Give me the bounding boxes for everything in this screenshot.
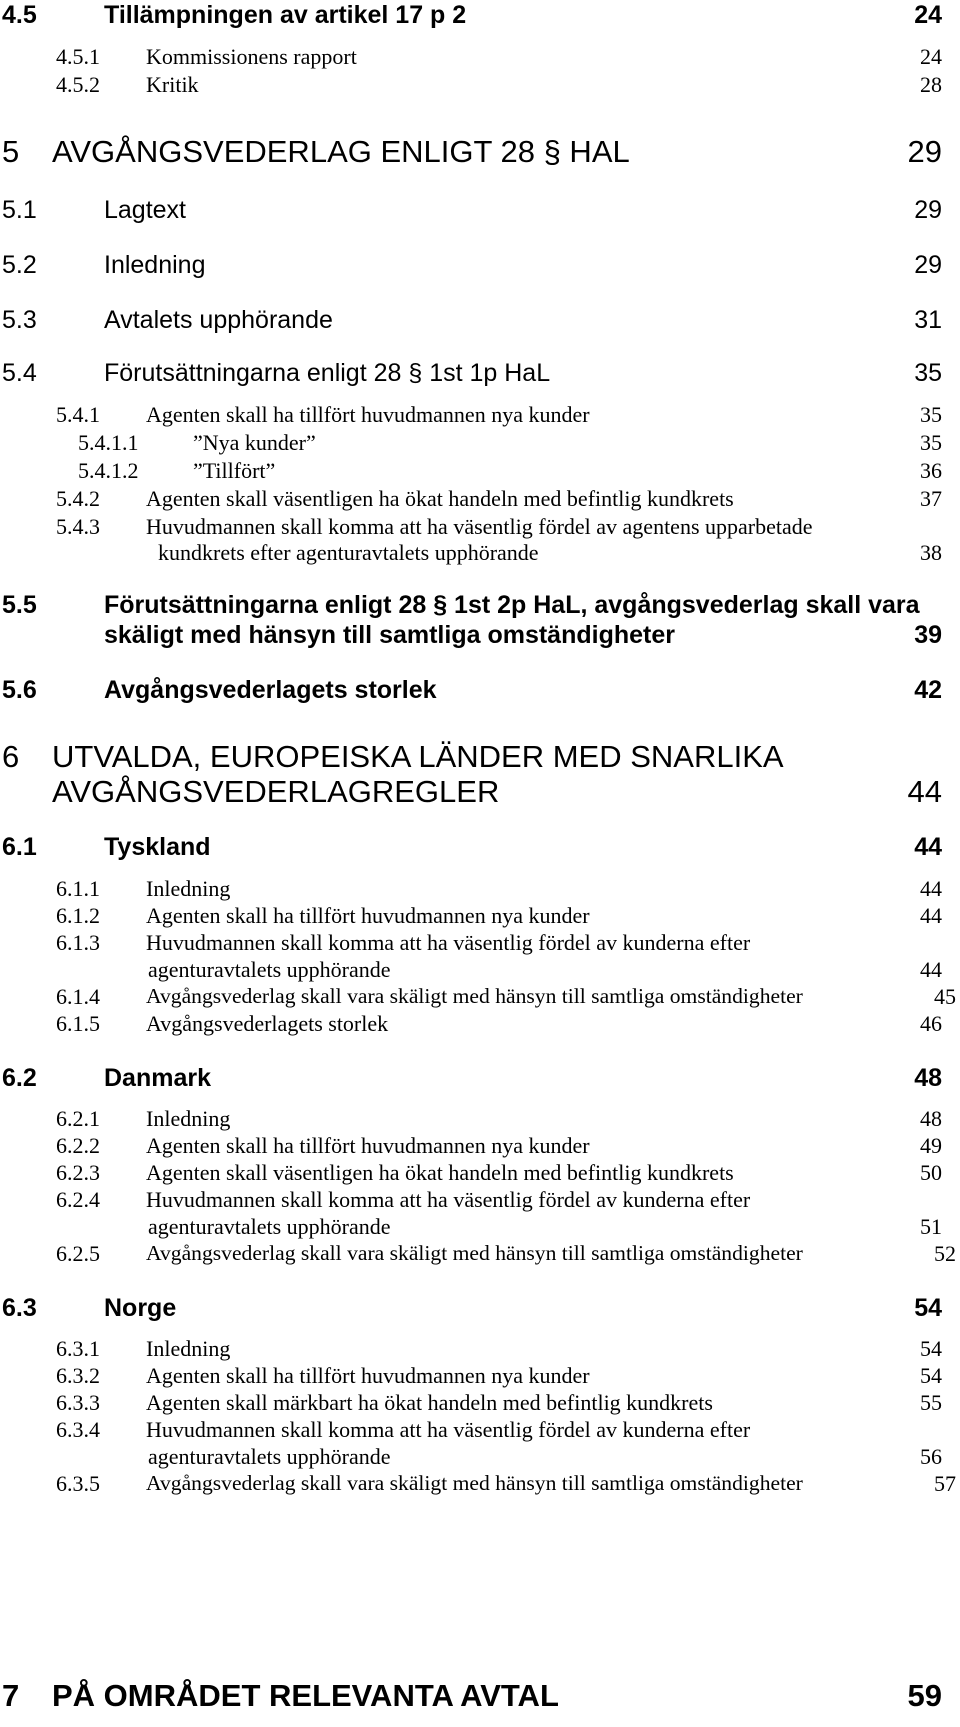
toc-number: 4.5.1: [56, 44, 100, 69]
toc-number: 6.1.3: [56, 930, 100, 955]
toc-title: Avgångsvederlagets storlek: [104, 676, 437, 704]
toc-page: 44: [914, 833, 942, 861]
toc-title: PÅ OMRÅDET RELEVANTA AVTAL: [52, 1678, 559, 1713]
toc-title: Agenten skall väsentligen ha ökat handeln med befintlig kundkrets: [146, 486, 734, 511]
toc-title: Agenten skall ha tillfört huvudmannen nya kunder: [146, 1363, 590, 1388]
toc-title: Inledning: [146, 1336, 231, 1361]
toc-page: 46: [920, 1011, 942, 1036]
toc-title: Avgångsvederlag skall vara skäligt med hänsyn till samtliga omständigheter: [146, 1471, 803, 1495]
toc-title-continued: agenturavtalets upphörande: [148, 1214, 391, 1239]
toc-title-continued: AVGÅNGSVEDERLAGREGLER: [52, 774, 500, 809]
toc-page: 44: [920, 957, 942, 982]
toc-title: Tyskland: [104, 833, 211, 861]
toc-page: 42: [914, 676, 942, 704]
toc-title: Kritik: [146, 72, 199, 97]
toc-title-continued: kundkrets efter agenturavtalets upphörande: [158, 540, 539, 565]
toc-page: 29: [914, 196, 942, 224]
toc-number: 4.5: [2, 1, 37, 29]
toc-number: 6.3.5: [56, 1471, 100, 1496]
toc-page: 35: [920, 402, 942, 427]
toc-title: Avgångsvederlag skall vara skäligt med hänsyn till samtliga omständigheter: [146, 984, 803, 1008]
toc-page: 51: [920, 1214, 942, 1239]
toc-number: 6.1.4: [56, 984, 100, 1009]
toc-title: Tillämpningen av artikel 17 p 2: [104, 1, 467, 29]
toc-number: 7: [2, 1678, 20, 1713]
toc-page: 56: [920, 1444, 942, 1469]
toc-page: 39: [914, 621, 942, 649]
toc-title: Agenten skall ha tillfört huvudmannen nya kunder: [146, 402, 590, 427]
toc-page: 31: [914, 306, 942, 334]
toc-title: UTVALDA, EUROPEISKA LÄNDER MED SNARLIKA: [52, 739, 784, 774]
toc-title: Avgångsvederlagets storlek: [146, 1011, 389, 1036]
toc-number: 6.3.1: [56, 1336, 100, 1361]
toc-number: 5.6: [2, 676, 37, 704]
toc-page: 44: [920, 903, 942, 928]
toc-title: Förutsättningarna enligt 28 § 1st 2p HaL, avgångsvederlag skall vara: [104, 591, 920, 619]
toc-number: 5.4.1: [56, 402, 100, 427]
toc-number: 5.4.2: [56, 486, 100, 511]
toc-title: Huvudmannen skall komma att ha väsentlig fördel av kunderna efter: [146, 1417, 751, 1442]
toc-page: 28: [920, 72, 942, 97]
toc-number: 6.1.5: [56, 1011, 100, 1036]
toc-page: 49: [920, 1133, 942, 1158]
toc-title: Inledning: [104, 251, 206, 279]
toc-number: 6.2.3: [56, 1160, 100, 1185]
toc-page: 48: [920, 1106, 942, 1131]
toc-number: 5: [2, 134, 20, 169]
toc-title: Danmark: [104, 1064, 211, 1092]
toc-title: Agenten skall ha tillfört huvudmannen nya kunder: [146, 1133, 590, 1158]
toc-number: 5.4.3: [56, 514, 100, 539]
toc-number: 6.1.2: [56, 903, 100, 928]
toc-title: Avgångsvederlag skall vara skäligt med hänsyn till samtliga omständigheter: [146, 1241, 803, 1265]
toc-title: Huvudmannen skall komma att ha väsentlig fördel av kunderna efter: [146, 1187, 751, 1212]
toc-number: 5.5: [2, 591, 37, 619]
toc-number: 6.1.1: [56, 876, 100, 901]
toc-title: Inledning: [146, 1106, 231, 1131]
toc-page: 54: [920, 1363, 942, 1388]
toc-page: 50: [920, 1160, 942, 1185]
toc-number: 6.2.1: [56, 1106, 100, 1131]
toc-title: ”Tillfört”: [193, 458, 276, 483]
toc-page: 57: [934, 1471, 956, 1496]
toc-number: 6.2: [2, 1064, 37, 1092]
toc-number: 4.5.2: [56, 72, 100, 97]
toc-page: 45: [934, 984, 956, 1009]
toc-number: 5.4.1.2: [78, 458, 139, 483]
toc-title: Agenten skall ha tillfört huvudmannen nya kunder: [146, 903, 590, 928]
toc-title-continued: agenturavtalets upphörande: [148, 1444, 391, 1469]
toc-number: 5.4.1.1: [78, 430, 139, 455]
toc-title: Förutsättningarna enligt 28 § 1st 1p HaL: [104, 359, 551, 387]
toc-number: 6.3.2: [56, 1363, 100, 1388]
toc-page: 24: [914, 1, 942, 29]
toc-title: ”Nya kunder”: [193, 430, 316, 455]
toc-title: Agenten skall väsentligen ha ökat handeln med befintlig kundkrets: [146, 1160, 734, 1185]
toc-title: Avtalets upphörande: [104, 306, 333, 334]
toc-page: 24: [920, 44, 942, 69]
toc-number: 6.3.3: [56, 1390, 100, 1415]
toc-page: 37: [920, 486, 942, 511]
toc-title: Huvudmannen skall komma att ha väsentlig fördel av agentens upparbetade: [146, 514, 813, 539]
toc-number: 6: [2, 739, 20, 774]
toc-title: Lagtext: [104, 196, 187, 224]
toc-title: Huvudmannen skall komma att ha väsentlig fördel av kunderna efter: [146, 930, 751, 955]
toc-page: 35: [914, 359, 942, 387]
toc-page: 59: [907, 1678, 942, 1713]
toc-page: 55: [920, 1390, 942, 1415]
toc-number: 6.2.2: [56, 1133, 100, 1158]
toc-number: 5.4: [2, 359, 37, 387]
toc-number: 5.2: [2, 251, 37, 279]
toc-title: Agenten skall märkbart ha ökat handeln med befintlig kundkrets: [146, 1390, 713, 1415]
toc-page: 44: [907, 774, 942, 809]
toc-page: 29: [914, 251, 942, 279]
toc-number: 6.3.4: [56, 1417, 100, 1442]
toc-number: 5.1: [2, 196, 37, 224]
toc-page: 38: [920, 540, 942, 565]
toc-page: 48: [914, 1064, 942, 1092]
toc-title-continued: skäligt med hänsyn till samtliga omständigheter: [104, 621, 675, 649]
toc-number: 6.1: [2, 833, 37, 861]
toc-page: 54: [914, 1294, 942, 1322]
toc-page: 35: [920, 430, 942, 455]
toc-number: 6.2.5: [56, 1241, 100, 1266]
toc-title: Inledning: [146, 876, 231, 901]
toc-page: 36: [920, 458, 942, 483]
toc-title: Kommissionens rapport: [146, 44, 357, 69]
toc-title: Norge: [104, 1294, 177, 1322]
toc-page: 52: [934, 1241, 956, 1266]
toc-page: 54: [920, 1336, 942, 1361]
toc-page: 29: [907, 134, 942, 169]
toc-title: AVGÅNGSVEDERLAG ENLIGT 28 § HAL: [52, 134, 630, 169]
toc-page: 44: [920, 876, 942, 901]
toc-number: 6.2.4: [56, 1187, 100, 1212]
toc-number: 5.3: [2, 306, 37, 334]
toc-title-continued: agenturavtalets upphörande: [148, 957, 391, 982]
toc-number: 6.3: [2, 1294, 37, 1322]
